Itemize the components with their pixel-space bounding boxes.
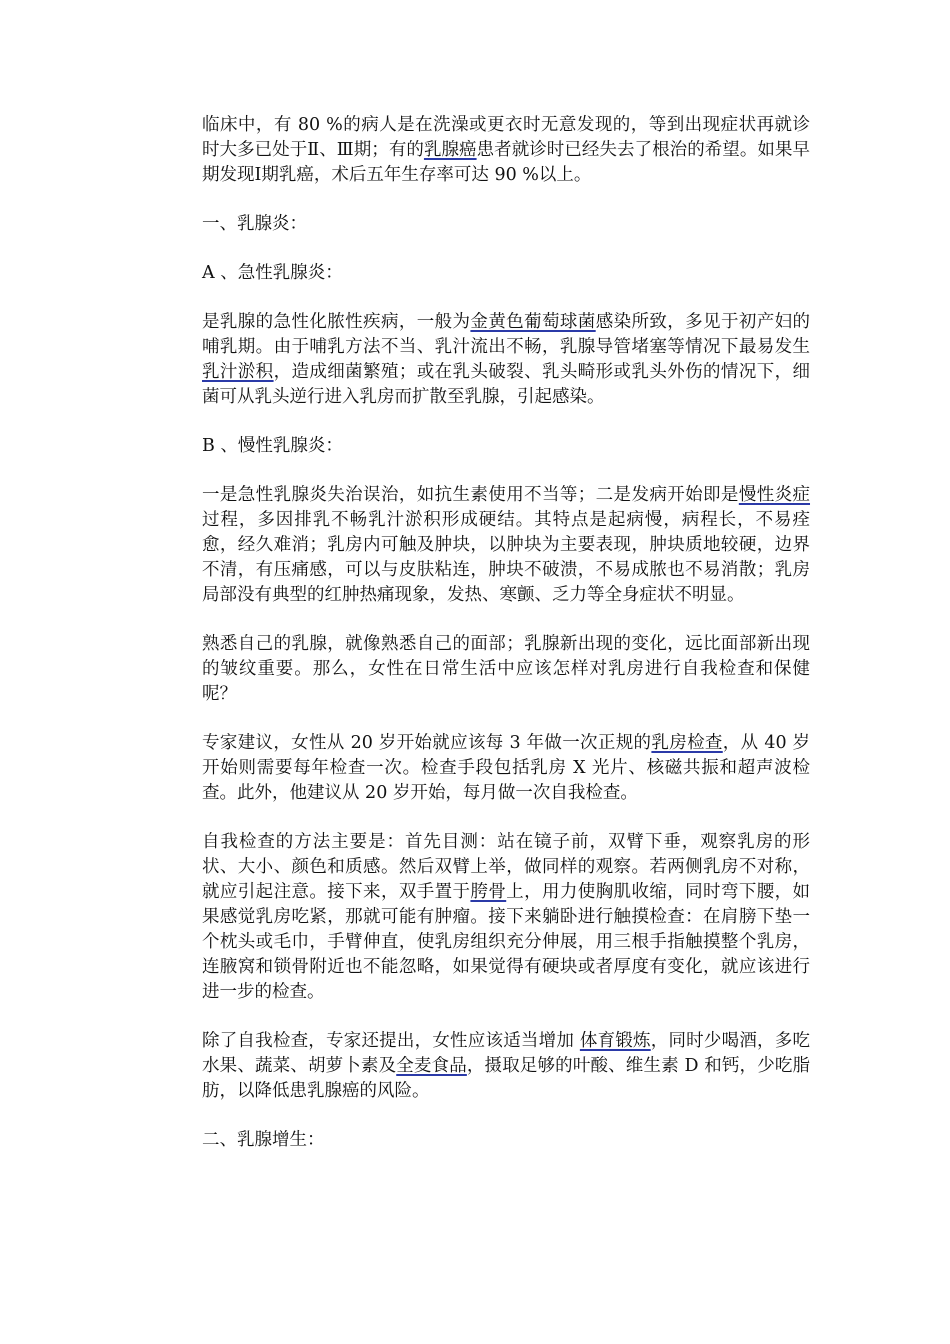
hyperlink[interactable]: 乳房检查	[651, 733, 723, 753]
hyperlink[interactable]: 金黄色葡萄球菌	[470, 312, 596, 332]
section-heading	[202, 261, 810, 286]
text-run: 熟悉自己的乳腺，就像熟悉自己的面部；乳腺新出现的变化，远比面部新出现的皱纹重要。那么，女性在日常生活中应该怎样对乳房进行自我检查和保健呢？	[202, 634, 810, 704]
text-run: 一是急性乳腺炎失治误治，如抗生素使用不当等；二是发病开始即是	[202, 485, 739, 505]
hyperlink[interactable]: 胯骨	[470, 882, 507, 902]
text-run: ，造成细菌繁殖；或在乳头破裂、乳头畸形或乳头外伤的情况下，细菌可从乳头逆行进入乳房而扩散至乳腺，引起感染。	[202, 362, 811, 407]
body-paragraph	[202, 310, 810, 410]
text-run: B 、慢性乳腺炎：	[202, 436, 343, 456]
section-heading	[202, 1128, 810, 1153]
hyperlink[interactable]: 乳腺癌	[423, 140, 477, 160]
body-paragraph	[202, 632, 810, 707]
hyperlink[interactable]: 全麦食品	[396, 1056, 467, 1076]
text-run: 二、乳腺增生：	[202, 1130, 325, 1150]
section-heading	[202, 434, 810, 459]
hyperlink[interactable]: 乳汁淤积	[202, 362, 274, 382]
document-body	[202, 113, 810, 1177]
body-paragraph	[202, 113, 810, 188]
hyperlink[interactable]: 慢性炎症	[738, 485, 811, 505]
text-run: 除了自我检查，专家还提出，女性应该适当增加	[202, 1031, 580, 1051]
text-run: ，同时少喝酒，多吃水果、蔬菜、胡萝卜素及	[202, 1031, 810, 1076]
text-run: ，摄取足够的叶酸、维生素 D 和钙，少吃脂肪，以降低患乳腺癌的风险。	[202, 1056, 811, 1101]
text-run: 临床中，有 80 %的病人是在洗澡或更衣时无意发现的，等到出现症状再就诊时大多已处于Ⅱ、Ⅲ期；有的	[202, 115, 810, 160]
body-paragraph	[202, 830, 810, 1005]
text-run: 过程，多因排乳不畅乳汁淤积形成硬结。其特点是起病慢，病程长，不易痊愈，经久难消；乳房内可触及肿块，以肿块为主要表现，肿块质地较硬，边界不清，有压痛感，可以与皮肤粘连，肿块不破溃，不易成脓也不易消散；乳房局部没有典型的红肿热痛现象，发热、寒颤、乏力等全身症状不明显。	[202, 510, 810, 605]
body-paragraph	[202, 731, 810, 806]
section-heading	[202, 212, 810, 237]
text-run: 是乳腺的急性化脓性疾病，一般为	[202, 312, 471, 332]
text-run: 患者就诊时已经失去了根治的希望。如果早期发现Ⅰ期乳癌，术后五年生存率可达 90 %以上。	[202, 140, 811, 185]
text-run: 一、乳腺炎：	[202, 214, 307, 234]
text-run: 感染所致，多见于初产妇的哺乳期。由于哺乳方法不当、乳汁流出不畅，乳腺导管堵塞等情况下最易发生	[202, 312, 811, 357]
text-run: 专家建议，女性从 20 岁开始就应该每 3 年做一次正规的	[202, 733, 652, 753]
text-run: 上，用力使胸肌收缩，同时弯下腰，如果感觉乳房吃紧，那就可能有肿瘤。接下来躺卧进行触摸检查：在肩膀下垫一个枕头或毛巾，手臂伸直，使乳房组织充分伸展，用三根手指触摸整个乳房，连腋窝和锁骨附近也不能忽略，如果觉得有硬块或者厚度有变化，就应该进行进一步的检查。	[202, 882, 811, 1002]
body-paragraph	[202, 483, 810, 608]
text-run: 自我检查的方法主要是：首先目测：站在镜子前，双臂下垂，观察乳房的形状、大小、颜色和质感。然后双臂上举，做同样的观察。若两侧乳房不对称，就应引起注意。接下来，双手置于	[202, 832, 810, 902]
text-run: ，从 40 岁开始则需要每年检查一次。检查手段包括乳房 X 光片、核磁共振和超声波检查。此外，他建议从 20 岁开始，每月做一次自我检查。	[202, 733, 811, 803]
hyperlink[interactable]: 体育锻炼	[579, 1031, 651, 1051]
body-paragraph	[202, 1029, 810, 1104]
text-run: A 、急性乳腺炎：	[202, 263, 343, 283]
